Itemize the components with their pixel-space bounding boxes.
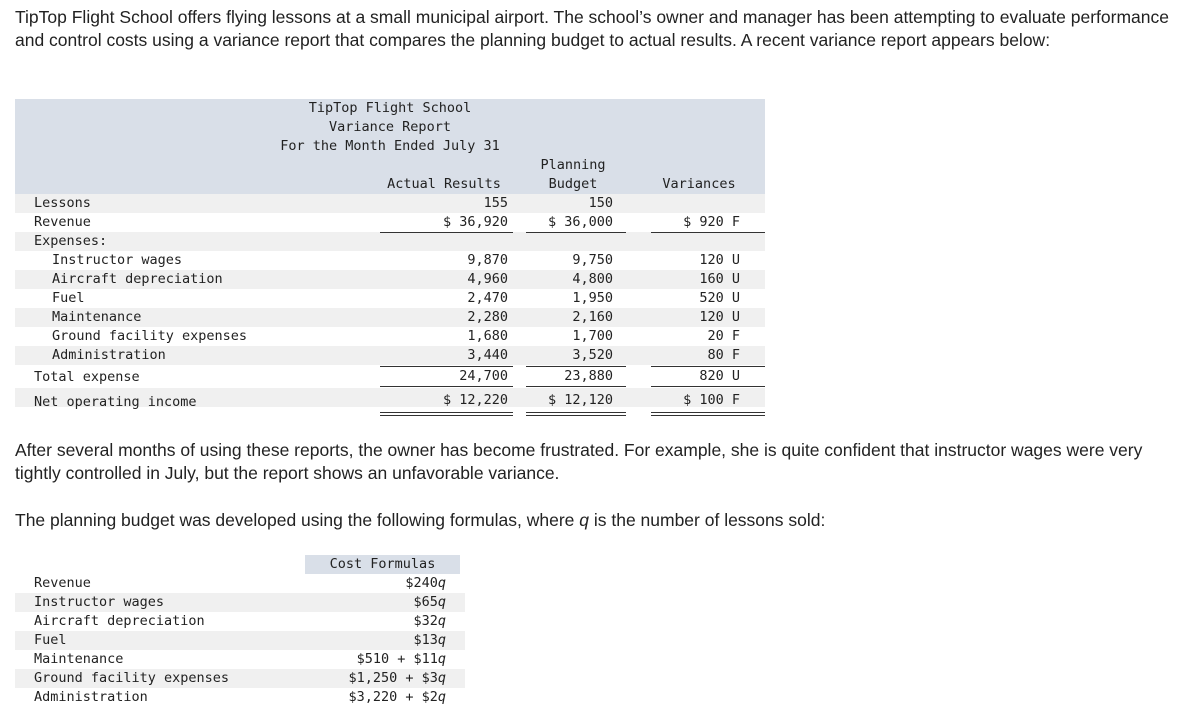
underline xyxy=(526,386,626,387)
cell-variance-expense: 160 U xyxy=(699,271,740,287)
formula-label: Aircraft depreciation xyxy=(34,613,205,629)
budget-text-before: The planning budget was developed using the following formulas, where xyxy=(15,510,580,530)
formula-value: $32q xyxy=(413,613,446,629)
report-title: TipTop Flight School xyxy=(308,100,472,116)
row-label-expense: Fuel xyxy=(52,290,85,306)
row-label-expense: Instructor wages xyxy=(52,252,183,268)
underline xyxy=(651,232,765,233)
cell-actual-revenue: $ 36,920 xyxy=(442,214,508,230)
intro-paragraph: TipTop Flight School offers flying lessons at a small municipal airport. The school’s owner and manager has been attempting to evaluate performance and control costs using a variance report that compares the planning budget to actual results. A recent variance report appears below: xyxy=(15,7,1170,50)
formula-label: Revenue xyxy=(34,575,91,591)
row-label-expense: Maintenance xyxy=(52,309,142,325)
cell-planning-lessons: 150 xyxy=(588,195,613,211)
report-period: For the Month Ended July 31 xyxy=(280,138,500,154)
cell-planning-expense: 9,750 xyxy=(572,252,613,268)
cell-variance-expense: 120 U xyxy=(699,252,740,268)
col-header-budget: Budget xyxy=(548,176,598,192)
row-label-expense: Ground facility expenses xyxy=(52,328,248,344)
cell-planning-expense: 1,950 xyxy=(572,290,613,306)
underline xyxy=(651,386,765,387)
cell-actual-expense: 2,470 xyxy=(467,290,508,306)
budget-formula-intro xyxy=(15,509,1175,532)
cell-variance-expense: 520 U xyxy=(699,290,740,306)
double-underline xyxy=(526,412,626,413)
double-underline xyxy=(526,415,626,416)
col-header-variances: Variances xyxy=(662,176,736,192)
cell-planning-revenue: $ 36,000 xyxy=(547,214,613,230)
formula-value: $13q xyxy=(413,632,446,648)
cell-planning-expense: 3,520 xyxy=(572,347,613,363)
row-label-total: Total expense xyxy=(34,369,140,385)
row-label-expense: Administration xyxy=(52,347,166,363)
col-header-planning: Planning xyxy=(540,157,606,173)
formula-label: Ground facility expenses xyxy=(34,670,230,686)
row-label-expense: Aircraft depreciation xyxy=(52,271,223,287)
row-label-revenue: Revenue xyxy=(34,214,91,230)
cell-variance-expense: 120 U xyxy=(699,309,740,325)
budget-text-after: is the number of lessons sold: xyxy=(588,510,826,530)
formula-header: Cost Formulas xyxy=(329,556,436,572)
cell-variance-expense: 80 F xyxy=(707,347,740,363)
double-underline xyxy=(651,412,765,413)
cell-actual-expense: 2,280 xyxy=(467,309,508,325)
cell-planning-total: 23,880 xyxy=(564,368,613,384)
cell-actual-expense: 9,870 xyxy=(467,252,508,268)
double-underline xyxy=(651,415,765,416)
double-underline xyxy=(380,415,513,416)
formula-label: Fuel xyxy=(34,632,67,648)
cell-actual-expense: 1,680 xyxy=(467,328,508,344)
cost-formulas-table xyxy=(15,555,465,707)
underline xyxy=(380,386,513,387)
row-label-expenses: Expenses: xyxy=(34,233,108,249)
cell-variance-expense: 20 F xyxy=(707,328,740,344)
cell-variance-revenue: $ 920 F xyxy=(683,214,740,230)
row-stripe xyxy=(15,232,765,251)
cell-actual-total: 24,700 xyxy=(459,368,508,384)
after-paragraph: After several months of using these reports, the owner has become frustrated. For example, she is quite confident that instructor wages were very tightly controlled in July, but the report shows an unfavorable variance. xyxy=(15,440,1143,483)
row-label-lessons: Lessons xyxy=(34,195,91,211)
cell-planning-expense: 4,800 xyxy=(572,271,613,287)
col-header-actual: Actual Results xyxy=(387,176,501,192)
formula-label: Instructor wages xyxy=(34,594,165,610)
formula-label: Administration xyxy=(34,689,148,705)
cell-planning-expense: 2,160 xyxy=(572,309,613,325)
formula-value: $240q xyxy=(405,575,446,591)
cell-actual-expense: 3,440 xyxy=(467,347,508,363)
formula-value: $65q xyxy=(413,594,446,610)
variance-report-table xyxy=(15,99,765,420)
cell-planning-net-income: $ 12,120 xyxy=(547,392,613,408)
formula-value: $510 + $11q xyxy=(356,651,446,667)
formula-value: $3,220 + $2q xyxy=(348,689,446,705)
formula-label: Maintenance xyxy=(34,651,124,667)
report-subtitle: Variance Report xyxy=(329,119,451,135)
cell-actual-net-income: $ 12,220 xyxy=(442,392,508,408)
cell-variance-net-income: $ 100 F xyxy=(683,392,740,408)
budget-text-variable: q xyxy=(579,510,589,530)
cell-actual-lessons: 155 xyxy=(483,195,508,211)
underline xyxy=(526,232,626,233)
double-underline xyxy=(380,412,513,413)
underline xyxy=(380,232,513,233)
row-label-net-income: Net operating income xyxy=(34,394,197,410)
cell-variance-total: 820 U xyxy=(699,368,740,384)
formula-value: $1,250 + $3q xyxy=(348,670,446,686)
cell-actual-expense: 4,960 xyxy=(467,271,508,287)
cell-planning-expense: 1,700 xyxy=(572,328,613,344)
